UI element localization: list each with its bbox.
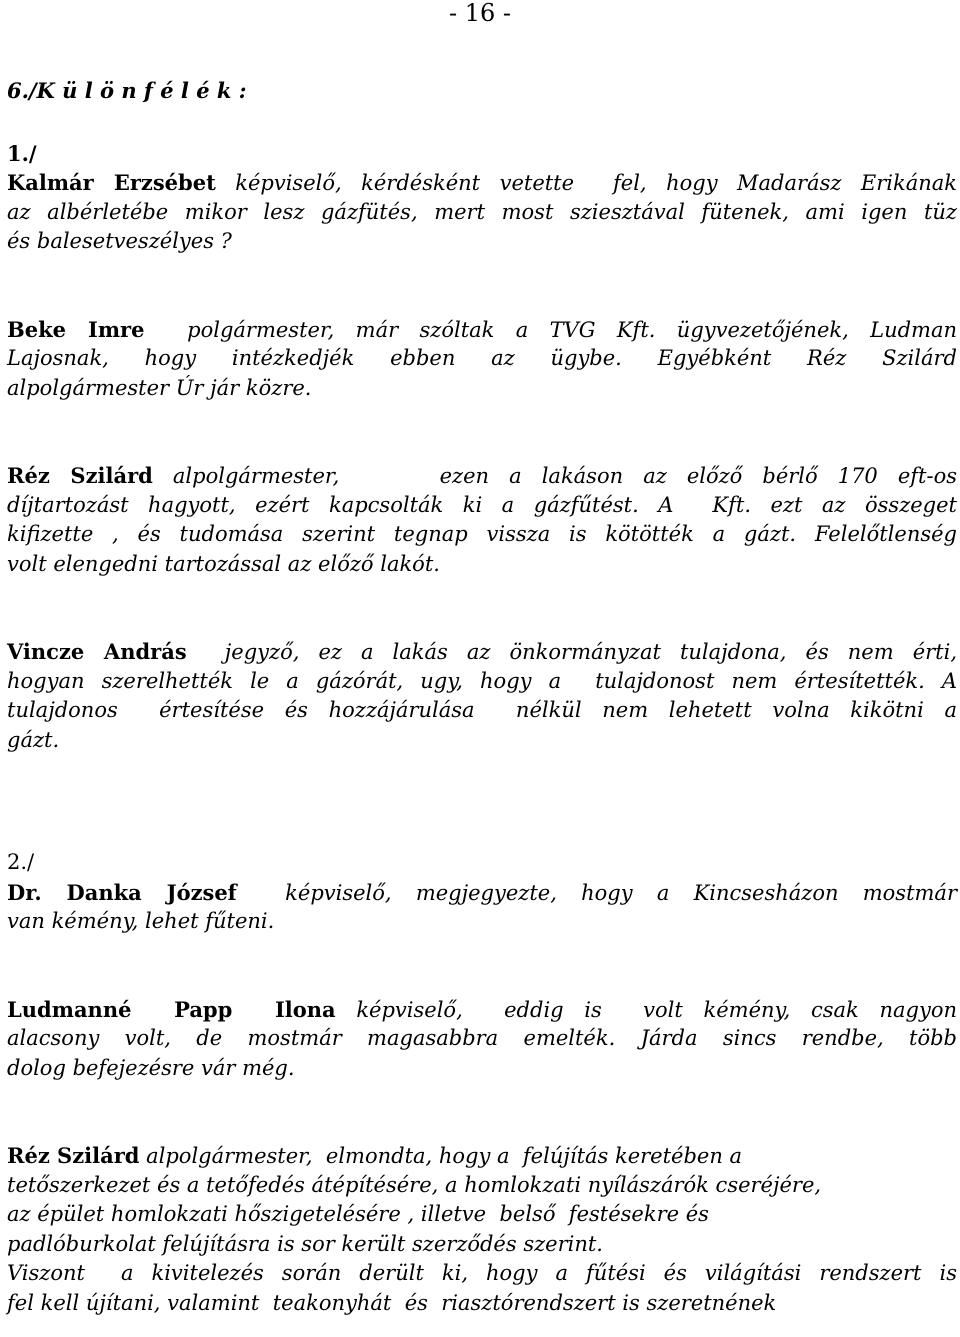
paragraph-line: hogyan szerelhették le a gázórát, ugy, hogy a tulajdonost nem értesítették. A <box>7 668 957 693</box>
line-text: képviselő, kérdésként vetette fel, hogy Madarász Erikának <box>215 171 957 195</box>
paragraph-line <box>7 637 957 667</box>
speaker-name: Réz Szilárd <box>7 1143 140 1168</box>
paragraph-line: van kémény, lehet fűteni. <box>7 909 275 933</box>
paragraph-line <box>7 1141 957 1171</box>
paragraph-line <box>7 168 957 198</box>
speaker-name: Ludmanné Papp Ilona <box>7 996 336 1022</box>
speaker-name: Beke Imre <box>7 316 145 342</box>
line-text: polgármester, már szóltak a TVG Kft. ügyvezetőjének, Ludman <box>144 317 957 342</box>
speaker-name: Kalmár Erzsébet <box>7 170 216 195</box>
spacer <box>7 579 957 637</box>
paragraph <box>7 995 957 1084</box>
line-text: jegyző, ez a lakás az önkormányzat tulajdona, és nem érti, <box>186 640 957 664</box>
paragraph <box>7 315 957 404</box>
spacer <box>7 815 957 848</box>
paragraph-line: volt elengedni tartozással az előző lakót. <box>7 551 440 576</box>
paragraph <box>7 878 957 937</box>
paragraph <box>7 461 957 579</box>
speaker-name: Dr. Danka József <box>7 879 237 905</box>
paragraph <box>7 1141 957 1318</box>
paragraph-line: padlóburkolat felújításra is sor került szerződés szerint. <box>7 1231 603 1256</box>
spacer <box>7 755 957 815</box>
paragraph-line: tulajdonos értesítése és hozzájárulása nélkül nem lehetett volna kikötni a <box>7 698 957 722</box>
line-text: alpolgármester, ezen a lakáson az előző bérlő 170 eft-os <box>152 464 958 488</box>
paragraph-line: az albérletébe mikor lesz gázfütés, mert most sziesztával fütenek, ami igen tüz <box>7 199 957 224</box>
item-number: 1./ <box>7 140 37 166</box>
paragraph-line: kifizette , és tudomása szerint tegnap vissza is kötötték a gázt. Felelőtlenség <box>7 522 957 546</box>
paragraph-line: és balesetveszélyes ? <box>7 229 232 253</box>
document-body <box>7 76 957 1318</box>
paragraph-line <box>7 461 957 491</box>
page-number: - 16 - <box>448 0 511 27</box>
spacer <box>7 106 957 139</box>
paragraph <box>7 637 957 755</box>
line-text: alpolgármester, elmondta, hogy a felújítás keretében a <box>139 1144 743 1168</box>
paragraph-line: alacsony volt, de mostmár magasabbra emelték. Járda sincs rendbe, több <box>7 1026 957 1050</box>
line-text: képviselő, megjegyezte, hogy a Kincsesházon mostmár <box>236 880 957 905</box>
spacer <box>7 1083 957 1141</box>
paragraph-line: díjtartozást hagyott, ezért kapcsolták ki a gázfűtést. A Kft. ezt az összeget <box>7 492 957 517</box>
speaker-name: Réz Szilárd <box>7 463 153 488</box>
item-number: 2./ <box>7 850 35 874</box>
paragraph-line: gázt. <box>7 727 60 752</box>
paragraph-line <box>7 995 957 1025</box>
paragraph-line: Lajosnak, hogy intézkedjék ebben az ügybe. Egyébként Réz Szilárd <box>7 346 957 370</box>
paragraph-line <box>7 315 957 345</box>
paragraph-line: tetőszerkezet és a tetőfedés átépítésére, a homlokzati nyílászárók cseréjére, <box>7 1172 822 1197</box>
line-text: képviselő, eddig is volt kémény, csak nagyon <box>335 997 957 1022</box>
spacer <box>7 257 957 315</box>
paragraph-line: dolog befejezésre vár még. <box>7 1055 295 1080</box>
section-title: 6./K ü l ö n f é l é k : <box>7 78 247 103</box>
spacer <box>7 403 957 461</box>
paragraph-line <box>7 878 957 908</box>
paragraph-line: alpolgármester Úr jár közre. <box>7 375 312 400</box>
spacer <box>7 937 957 995</box>
paragraph-line: fel kell újítani, valamint teakonyhát és riasztórendszert is szeretnének <box>7 1290 777 1315</box>
paragraph <box>7 168 957 257</box>
paragraph-line: Viszont a kivitelezés során derült ki, hogy a fűtési és világítási rendszert is <box>7 1261 957 1285</box>
paragraph-line: az épület homlokzati hőszigetelésére , illetve belső festésekre és <box>7 1202 709 1226</box>
speaker-name: Vincze András <box>7 639 187 664</box>
